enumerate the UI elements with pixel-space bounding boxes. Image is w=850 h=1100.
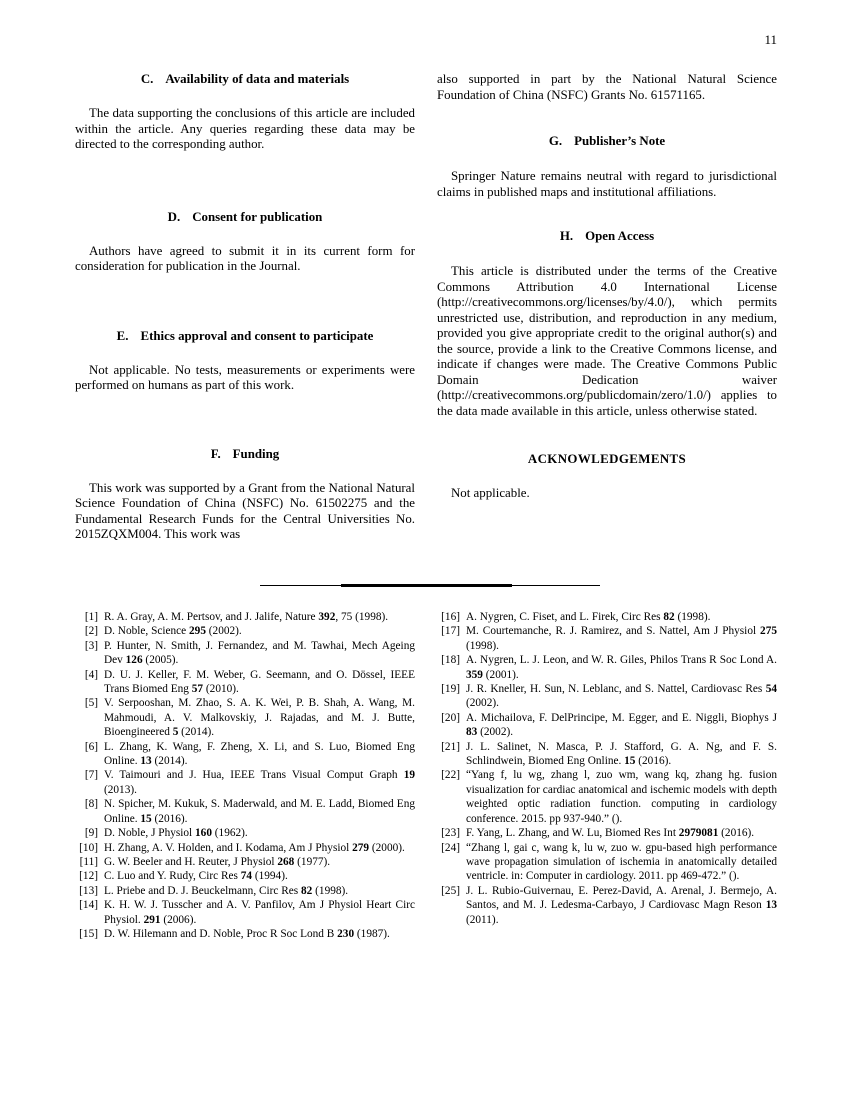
section-paragraph: Not applicable. No tests, measurements or experiments were performed on humans as part of this work. [75, 362, 415, 392]
reference-item [435, 653, 777, 682]
section-paragraph: Springer Nature remains neutral with regard to jurisdictional claims in published maps and institutional affiliations. [437, 169, 777, 199]
reference-label: [5] [84, 697, 98, 710]
reference-label: [9] [84, 827, 98, 840]
reference-text: D. U. J. Keller, F. M. Weber, G. Seemann, and O. Dössel, IEEE Trans Biomed Eng 57 (2010). [104, 668, 415, 696]
reference-item [73, 797, 415, 826]
reference-label: [25] [441, 884, 460, 897]
reference-item [73, 740, 415, 769]
reference-item [73, 927, 415, 941]
reference-item [435, 740, 777, 769]
section-heading [75, 72, 415, 87]
section-title: Availability of data and materials [165, 72, 350, 86]
reference-label: [4] [84, 668, 98, 681]
reference-item [73, 624, 415, 638]
section-paragraph: This article is distributed under the terms of the Creative Commons Attribution 4.0 International License (http://creativecommons.org/licenses/by/4.0/), which permits unrestricted use, distribution, and reproduction in any medium, provided you give appropriate credit to the original author(s) and the source, provide a link to the Creative Commons license, and indicate if changes were made. The Creative Commons Public Domain Dedication waiver (http://creativecommons.org/publicdomain/zero/1.0/) applies to the data made available in this article, unless otherwise stated. [437, 264, 777, 418]
section-title: Publisher’s Note [574, 134, 666, 148]
acknowledgements-heading: ACKNOWLEDGEMENTS [527, 452, 687, 466]
section-heading [437, 134, 777, 149]
reference-item [435, 624, 777, 653]
section [75, 329, 415, 394]
reference-label: [20] [441, 711, 460, 724]
reference-item [73, 884, 415, 898]
section [437, 229, 777, 419]
reference-text: D. W. Hilemann and D. Noble, Proc R Soc Lond B 230 (1987). [104, 927, 390, 940]
section [75, 210, 415, 275]
reference-text: “Yang f, lu wg, zhang l, zuo wm, wang kq, zhang hg. fusion visualization for cardiac anatomical and ischemic models with depth weighted optic radiation function. computing in cardiology conference. 2015. pp 937-940.” (). [466, 769, 777, 825]
acknowledgements-paragraph: Not applicable. [451, 486, 530, 500]
section-letter: G. [548, 134, 563, 148]
reference-item [73, 639, 415, 668]
reference-text: A. Nygren, C. Fiset, and L. Firek, Circ Res 82 (1998). [466, 611, 711, 623]
reference-item [73, 898, 415, 927]
reference-item [73, 826, 415, 840]
section-letter: C. [140, 72, 154, 86]
reference-text: K. H. W. J. Tusscher and A. V. Panfilov, Am J Physiol Heart Circ Physiol. 291 (2006). [104, 899, 415, 926]
reference-text: A. Nygren, L. J. Leon, and W. R. Giles, Philos Trans R Soc Lond A. 359 (2001). [466, 654, 777, 681]
reference-text: J. R. Kneller, H. Sun, N. Leblanc, and S. Nattel, Cardiovasc Res 54 (2002). [466, 683, 777, 710]
right-sections [437, 134, 777, 419]
acknowledgements-section [437, 452, 777, 502]
reference-text: D. Noble, J Physiol 160 (1962). [104, 827, 248, 840]
references-separator [0, 583, 850, 589]
references-list-left [73, 610, 415, 941]
reference-item [435, 826, 777, 840]
reference-label: [24] [441, 841, 460, 854]
reference-item [73, 610, 415, 624]
references-list-right [435, 610, 777, 927]
reference-item [435, 884, 777, 927]
reference-text: A. Michailova, F. DelPrincipe, M. Egger, and E. Niggli, Biophys J 83 (2002). [466, 711, 777, 739]
section-letter: H. [559, 229, 574, 243]
reference-label: [18] [441, 654, 460, 667]
reference-label: [16] [441, 611, 460, 623]
reference-label: [11] [79, 855, 98, 868]
reference-item [435, 841, 777, 884]
reference-item [435, 610, 777, 624]
reference-label: [23] [441, 827, 460, 840]
reference-item [73, 668, 415, 697]
reference-label: [14] [79, 899, 98, 912]
reference-text: F. Yang, L. Zhang, and W. Lu, Biomed Res Int 2979081 (2016). [466, 827, 755, 840]
reference-item [73, 768, 415, 797]
reference-text: H. Zhang, A. V. Holden, and I. Kodama, Am J Physiol 279 (2000). [104, 841, 405, 854]
reference-item [435, 682, 777, 711]
section-letter: F. [210, 446, 221, 461]
reference-label: [7] [84, 769, 98, 782]
reference-label: [21] [441, 740, 460, 753]
reference-text: “Zhang l, gai c, wang k, lu w, zuo w. gpu-based high performance wave propagation simulation of ischemia in anatomically detailed ventricle. in: Computer in cardiology. 2011. pp 469-472.” (). [466, 841, 777, 883]
reference-text: D. Noble, Science 295 (2002). [104, 625, 242, 638]
reference-text: L. Priebe and D. J. Beuckelmann, Circ Res 82 (1998). [104, 884, 349, 897]
reference-text: P. Hunter, N. Smith, J. Fernandez, and M. Tawhai, Mech Ageing Dev 126 (2005). [104, 639, 415, 667]
section [437, 134, 777, 200]
reference-label: [3] [84, 639, 98, 652]
reference-label: [12] [79, 870, 98, 883]
reference-text: V. Taimouri and J. Hua, IEEE Trans Visual Comput Graph 19 (2013). [104, 769, 415, 796]
reference-label: [15] [79, 927, 98, 940]
section-heading [437, 229, 777, 244]
section-heading [75, 210, 415, 225]
left-column [75, 0, 415, 543]
reference-text: V. Serpooshan, M. Zhao, S. A. K. Wei, P. B. Shah, A. Wang, M. Mahmoudi, A. V. Malkovskiy, J. Rajadas, and M. J. Butte, Bioengineered 5 (2014). [104, 697, 415, 739]
page-number: 11 [764, 32, 777, 47]
reference-label: [1] [84, 611, 98, 623]
reference-label: [22] [441, 769, 460, 782]
reference-label: [19] [441, 683, 460, 696]
section-title: Ethics approval and consent to participate [140, 328, 374, 343]
right-column [437, 0, 777, 502]
section-title: Open Access [585, 229, 655, 243]
reference-item [73, 696, 415, 739]
section-heading [75, 329, 415, 344]
section [75, 447, 415, 543]
reference-item [73, 855, 415, 869]
reference-label: [10] [79, 841, 98, 854]
reference-text: J. L. Salinet, N. Masca, P. J. Stafford, G. A. Ng, and F. S. Schlindwein, Biomed Eng Online. 15 (2016). [466, 740, 777, 768]
left-sections [75, 72, 415, 543]
section-letter: E. [116, 328, 129, 343]
section-paragraph: Authors have agreed to submit it in its current form for consideration for publication in the Journal. [75, 243, 415, 273]
reference-label: [8] [84, 798, 98, 811]
reference-text: M. Courtemanche, R. J. Ramirez, and S. Nattel, Am J Physiol 275 (1998). [466, 625, 777, 652]
separator-thick-rule [341, 584, 512, 587]
section-title: Funding [232, 446, 280, 461]
reference-item [73, 869, 415, 883]
section-title: Consent for publication [192, 209, 323, 224]
section-paragraph: The data supporting the conclusions of this article are included within the article. Any queries regarding these data may be directed to the corresponding author. [75, 106, 415, 151]
section-letter: D. [167, 209, 181, 224]
reference-text: L. Zhang, K. Wang, F. Zheng, X. Li, and S. Luo, Biomed Eng Online. 13 (2014). [104, 740, 415, 768]
reference-label: [2] [84, 625, 98, 638]
reference-item [435, 711, 777, 740]
section-heading [75, 447, 415, 462]
reference-label: [13] [79, 884, 98, 897]
reference-text: C. Luo and Y. Rudy, Circ Res 74 (1994). [104, 870, 288, 883]
reference-text: R. A. Gray, A. M. Pertsov, and J. Jalife, Nature 392, 75 (1998). [104, 611, 389, 623]
funding-continuation-paragraph: also supported in part by the National Natural Science Foundation of China (NSFC) Grants No. 61571165. [437, 72, 777, 102]
section [75, 72, 415, 153]
reference-label: [17] [441, 625, 460, 638]
reference-text: G. W. Beeler and H. Reuter, J Physiol 268 (1977). [104, 855, 331, 868]
reference-text: N. Spicher, M. Kukuk, S. Maderwald, and M. E. Ladd, Biomed Eng Online. 15 (2016). [104, 798, 415, 825]
reference-item [73, 841, 415, 855]
section-paragraph: This work was supported by a Grant from the National Natural Science Foundation of China (NSFC) No. 61502275 and the Fundamental Research Funds for the Central Universities No. 2015ZQXM004. This work was [75, 480, 415, 541]
reference-item [435, 768, 777, 826]
reference-text: J. L. Rubio-Guivernau, E. Perez-David, A. Arenal, J. Bermejo, A. Santos, and M. J. Ledesma-Carbayo, J Cardiovasc Magn Reson 13 (2011). [466, 884, 777, 926]
reference-label: [6] [84, 740, 98, 753]
